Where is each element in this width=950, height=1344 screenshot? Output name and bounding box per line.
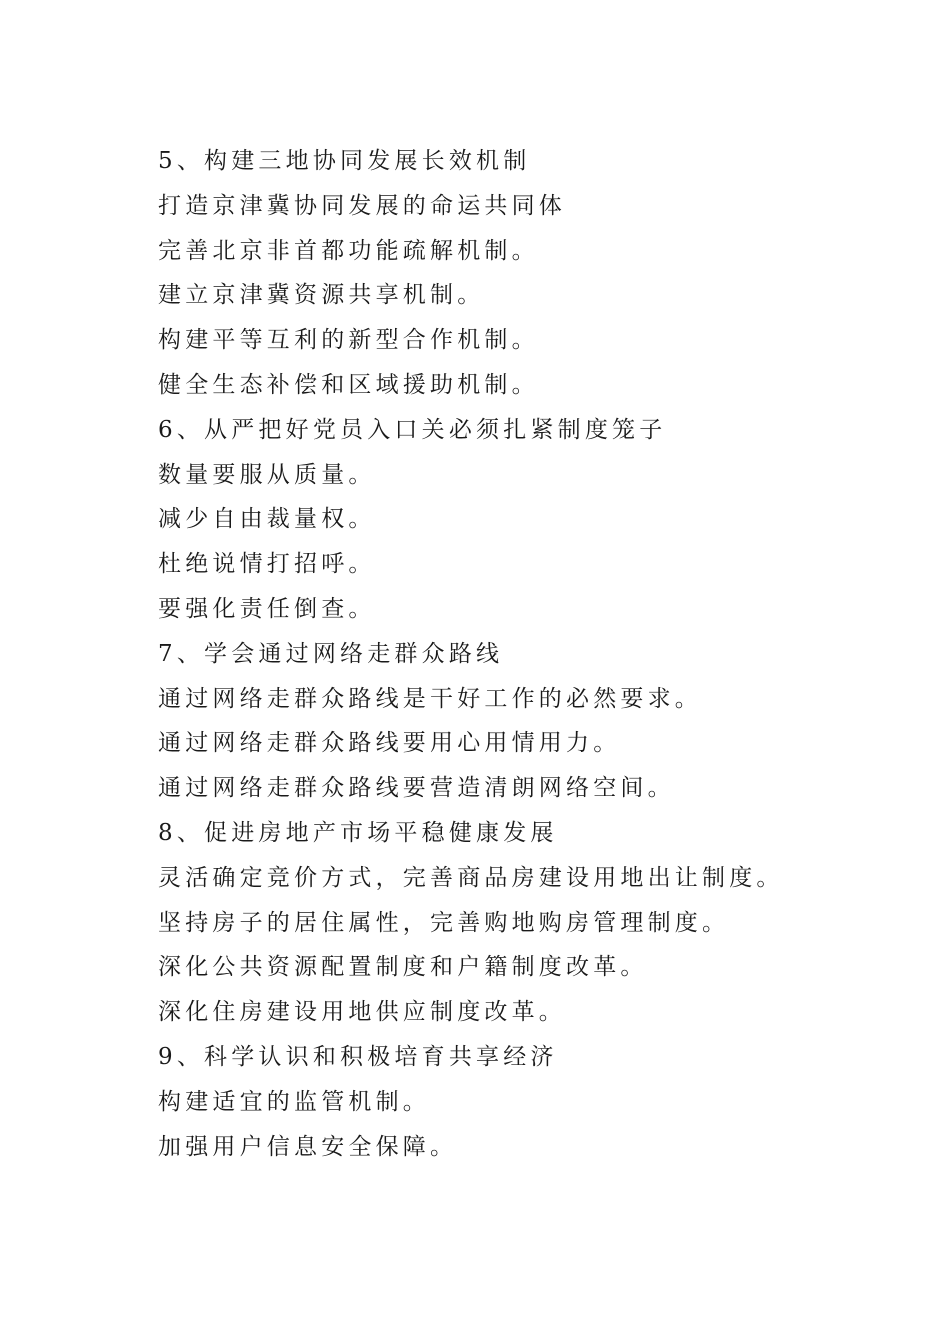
paragraph-line: 构建适宜的监管机制。 bbox=[158, 1088, 430, 1115]
paragraph-line: 加强用户信息安全保障。 bbox=[158, 1133, 458, 1160]
paragraph-line: 完善北京非首都功能疏解机制。 bbox=[158, 237, 539, 264]
paragraph-line: 通过网络走群众路线要营造清朗网络空间。 bbox=[158, 775, 675, 802]
document-body bbox=[158, 139, 878, 1169]
paragraph-line: 坚持房子的居住属性，完善购地购房管理制度。 bbox=[158, 909, 730, 936]
paragraph-line: 通过网络走群众路线要用心用情用力。 bbox=[158, 730, 621, 757]
paragraph-line: 要强化责任倒查。 bbox=[158, 595, 376, 622]
section-heading-9: 9、科学认识和积极培育共享经济 bbox=[158, 1043, 558, 1070]
section-heading-6: 6、从严把好党员入口关必须扎紧制度笼子 bbox=[158, 416, 667, 443]
section-heading-8: 8、促进房地产市场平稳健康发展 bbox=[158, 819, 558, 846]
paragraph-line: 通过网络走群众路线是干好工作的必然要求。 bbox=[158, 685, 702, 712]
paragraph-line: 健全生态补偿和区域援助机制。 bbox=[158, 371, 539, 398]
paragraph-line: 减少自由裁量权。 bbox=[158, 506, 376, 533]
paragraph-line: 建立京津冀资源共享机制。 bbox=[158, 282, 485, 309]
section-heading-5: 5、构建三地协同发展长效机制 bbox=[158, 148, 531, 174]
paragraph-line: 深化住房建设用地供应制度改革。 bbox=[158, 999, 566, 1026]
paragraph-line: 灵活确定竞价方式，完善商品房建设用地出让制度。 bbox=[158, 864, 784, 891]
paragraph-line: 构建平等互利的新型合作机制。 bbox=[158, 327, 539, 354]
paragraph-line: 数量要服从质量。 bbox=[158, 461, 376, 488]
paragraph-line: 打造京津冀协同发展的命运共同体 bbox=[158, 192, 566, 219]
paragraph-line: 杜绝说情打招呼。 bbox=[158, 551, 376, 578]
paragraph-line: 深化公共资源配置制度和户籍制度改革。 bbox=[158, 954, 648, 981]
section-heading-7: 7、学会通过网络走群众路线 bbox=[158, 640, 504, 667]
